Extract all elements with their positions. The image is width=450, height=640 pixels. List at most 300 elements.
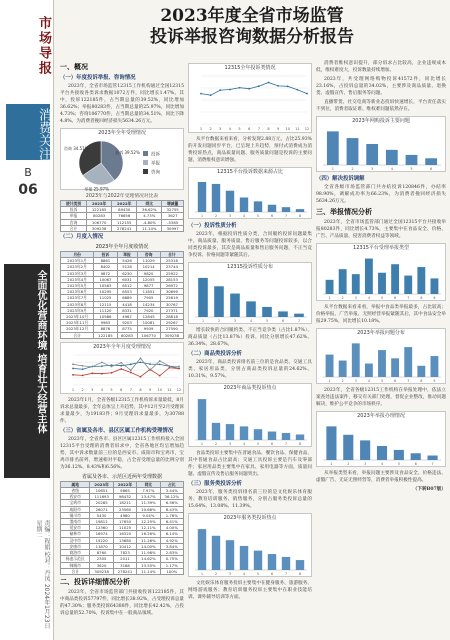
table-cell: 韩城市 [61, 562, 90, 568]
table-cell: 9877 [137, 283, 160, 289]
bar [378, 350, 386, 377]
table-header-cell: 举报 [117, 252, 137, 258]
table-cell: 25619 [160, 295, 183, 301]
paragraph: 2023年1月，全省各级12315工作机构诉求量最低，8月诉求总量最多，全年总体呈上升趋势，其中12月至2月受理诉求量最少，为19183件；9月受理诉求量最多，为30788件。 [60, 397, 184, 424]
table-cell: 8331 [117, 307, 137, 313]
bar [326, 426, 336, 460]
table-cell: 延安市 [61, 525, 90, 531]
bar [347, 138, 359, 165]
table-cell: 10412 [113, 543, 136, 549]
chart-title: 12315平台受理举报类型 [353, 245, 409, 251]
bar [365, 364, 373, 377]
data-point [101, 361, 103, 363]
table-cell: 13.55% [137, 562, 160, 568]
bar [268, 432, 276, 440]
table-cell: 3.44% [160, 488, 183, 494]
table-row [61, 332, 184, 338]
comparison-table [60, 200, 184, 232]
bar-chart-svg [317, 420, 445, 466]
data-point [130, 363, 132, 365]
table-cell: 23560 [113, 506, 136, 512]
x-tick-label: 11 [295, 127, 300, 131]
table-cell: 36.12% [160, 494, 183, 500]
data-point [248, 88, 250, 90]
table-cell: 18974 [90, 531, 113, 537]
bar [296, 435, 304, 440]
bar [417, 267, 425, 294]
table-cell: 1.76% [160, 512, 183, 518]
x-tick-label: 2 [341, 379, 344, 383]
bar [417, 366, 425, 377]
table-cell: 2023年7月 [61, 295, 94, 301]
editor-meta: 责编：程娟 校对：丹凤 2024年1月23日 星期二 [35, 520, 50, 629]
x-tick-label: 1 [200, 572, 204, 576]
bar [296, 209, 304, 212]
table-cell: 12845 [137, 314, 160, 320]
table-cell: 5430 [90, 512, 113, 518]
bar-chart-svg [189, 271, 311, 323]
table-cell: 0.75% [160, 556, 183, 562]
x-tick-label: 2 [81, 387, 84, 392]
table-cell: 7920 [137, 307, 160, 313]
table-row [61, 283, 184, 289]
legend-label: 举报 [151, 161, 160, 167]
paragraph: 从平台数据来看来看，分析发现2.88万元，占比25.93%的开发问题同步平台，已呈现上升趋势，预付式消费成为消费投诉热点，商品质量问题、服务质量问题是投诉的主要问题，消费维权意识增强。 [188, 137, 312, 163]
table-cell: 3.84% [160, 543, 183, 549]
table-cell: 14.62% [137, 556, 160, 562]
table-cell: 4987 [117, 314, 137, 320]
table-cell: 4418 [117, 301, 137, 307]
data-point [210, 94, 212, 96]
table-cell: 13.47% [137, 494, 160, 500]
x-tick-label: 1 [71, 387, 75, 392]
bar [378, 273, 386, 294]
data-point [268, 82, 270, 84]
bar [428, 456, 438, 460]
table-cell: 宝鸡市 [61, 500, 90, 506]
data-point [229, 89, 231, 91]
table-row [61, 307, 184, 313]
data-point [82, 374, 84, 376]
section-code: B [24, 166, 32, 179]
table-cell: 278241 [112, 225, 137, 231]
table-row [61, 543, 184, 549]
table-row [61, 488, 184, 494]
data-point [178, 368, 180, 370]
x-tick-label: 2 [214, 572, 218, 576]
x-tick-label: 6 [270, 442, 274, 446]
table-cell: 2011 [113, 556, 136, 562]
x-tick-label: 1 [200, 442, 204, 446]
bar [386, 150, 398, 165]
data-point [120, 362, 122, 364]
table-row [61, 500, 184, 506]
table-cell: 2023年9月 [61, 307, 94, 313]
table-cell: -5385 [162, 219, 184, 225]
table-cell: 16.26% [137, 531, 160, 537]
table-cell: 309238 [90, 568, 113, 574]
x-tick-label: 6 [270, 572, 274, 576]
x-tick-label: 8 [298, 442, 302, 446]
bar [366, 144, 378, 165]
bar-chart-svg [189, 392, 311, 446]
x-tick-label: 1 [200, 214, 204, 218]
data-point [159, 375, 161, 377]
paragraph: 2023年，全省市场监管部门共接收投诉122185件，其中商品类投诉57797件，同比增长38.92%，占受理投诉总量的47.30%；服务类投诉64388件，同比增长42.42%，占投诉总量的52.70%，投诉集中在一般商品领域。 [60, 589, 185, 616]
x-tick-label: 4 [249, 319, 253, 323]
bar [352, 274, 360, 294]
bar-chart-sources [188, 167, 312, 219]
x-tick-label: 1 [328, 296, 331, 300]
table-cell: 铜川市 [61, 512, 90, 518]
x-tick-label: 3 [371, 167, 374, 171]
x-tick-label: 8 [139, 387, 142, 392]
table-row [61, 295, 184, 301]
x-tick-label: 2 [347, 462, 350, 466]
column-2 [188, 60, 312, 636]
bar [254, 429, 262, 440]
table-header-cell: 2023年 [90, 481, 113, 487]
chart-title: 12315投诉性质分布 [227, 264, 273, 270]
table-cell: 11851 [137, 289, 160, 295]
x-tick-label: 5 [256, 442, 260, 446]
x-tick-label: 1 [201, 319, 205, 323]
paragraph: 文化娱乐体育服务投诉主要集中在健身服务、旅游服务、网络游戏服务；教育培训服务投诉主要集中在职业技能培训、课外辅导培训等方面。 [188, 581, 312, 600]
bar-chart-report-handling [316, 411, 446, 467]
subsection-heading: （二）商品类投诉分析 [188, 351, 242, 357]
paragraph: 2023年，商品类投诉排名前三位的是食品类、交通工具类、家居用品类，分别占商品类投诉总量的24.62%、10.31%、9.57%。 [188, 360, 312, 379]
headline [60, 6, 444, 48]
chart-title: 2023年举报办理情况 [357, 413, 405, 419]
table-header-cell: 2022年 [112, 201, 137, 207]
table-cell: 8402 [94, 264, 117, 270]
table-cell: 106770 [87, 219, 112, 225]
section-heading: 一、概况 [60, 62, 88, 71]
data-point [130, 371, 132, 373]
table-cell: 11120 [94, 307, 117, 313]
data-point [149, 363, 151, 365]
x-tick-label: 1 [328, 379, 331, 383]
table-cell: 19812 [90, 519, 113, 525]
bar-chart-svg [317, 252, 445, 300]
table-cell: 10081 [137, 320, 160, 326]
legend-swatch [143, 169, 148, 174]
table-cell: 咸阳市 [61, 506, 90, 512]
x-tick-label: 11 [167, 387, 172, 392]
paragraph: 2023年，共受理网络购物投诉41572件，同比增长23.16%，占投诉总量的34.02%，主要涉及商品质量、退换货、虚假宣传、售后服务等问题。 [316, 77, 446, 96]
table-cell: 12055 [137, 276, 160, 282]
table-row [61, 320, 184, 326]
bar [377, 446, 387, 460]
data-point [168, 367, 170, 369]
table-cell: 10295 [94, 289, 117, 295]
table-header-cell: 合计 [160, 252, 183, 258]
region-table [60, 481, 184, 575]
x-tick-label: 4 [228, 127, 232, 131]
data-point [159, 363, 161, 365]
table-cell: 11870 [90, 543, 113, 549]
table-cell: 2023年6月 [61, 289, 94, 295]
table-cell: 11.14% [137, 225, 162, 231]
x-tick-label: 9 [433, 296, 436, 300]
table-cell: 商洛市 [61, 550, 90, 556]
chart-title: 2023年全年受理情况 [98, 130, 146, 136]
table-cell: 杨凌示范区 [61, 556, 90, 562]
table-cell: 98432 [113, 494, 136, 500]
table-cell: 4.92% [160, 537, 183, 543]
x-tick-label: 4 [380, 462, 384, 466]
table-row [61, 289, 184, 295]
table-cell: 122185 [94, 332, 117, 338]
legend-label: 投诉 [151, 152, 160, 158]
table-cell: 2023年1月 [61, 258, 94, 264]
bar [278, 311, 288, 317]
x-tick-label: 8 [298, 214, 302, 218]
subsection-heading: （三）服务类投诉分析 [188, 481, 242, 487]
pie-chart-annual [60, 128, 184, 190]
x-tick-label: 1 [199, 127, 203, 131]
legend-label: 咨询 [151, 170, 160, 176]
table-cell: 6031 [117, 276, 137, 282]
table-cell: 2023年4月 [61, 276, 94, 282]
data-point [120, 365, 122, 367]
headline-line1: 2023年度全省市场监管 [160, 6, 344, 26]
table-row [61, 301, 184, 307]
data-point [72, 367, 74, 369]
table-cell: 106770 [137, 332, 160, 338]
table-cell: 29267 [160, 320, 183, 326]
table-cell: 30699 [160, 289, 183, 295]
series-line [73, 362, 179, 369]
table-cell: 9872 [94, 270, 117, 276]
chart-title: 12315全年投诉类情况 [224, 65, 276, 71]
table-cell: 28153 [160, 276, 183, 282]
bar [240, 197, 248, 212]
x-tick-label: 2 [341, 296, 344, 300]
table-header-cell: 属地 [61, 481, 90, 487]
table-cell: 7823 [113, 550, 136, 556]
line-chart-svg [189, 72, 311, 132]
table-header-cell: 占比 [160, 481, 183, 487]
bar [431, 356, 439, 377]
x-tick-label: 3 [364, 462, 367, 466]
x-tick-label: 5 [110, 387, 113, 392]
table-cell: 8.43% [160, 506, 183, 512]
table-cell: 4.73% [137, 213, 162, 219]
legend-swatch [143, 160, 148, 165]
table-cell: 112155 [112, 219, 137, 225]
bar [226, 540, 234, 570]
bar [212, 184, 220, 212]
table-cell: 12360 [90, 525, 113, 531]
table-cell: 8775 [117, 326, 137, 332]
table-cell: 309238 [160, 332, 183, 338]
table-cell: 2023年12月 [61, 326, 94, 332]
bar [254, 201, 262, 212]
bar [226, 424, 234, 440]
bar [425, 158, 437, 165]
table-cell: 14234 [137, 301, 160, 307]
x-tick-label: 10 [157, 387, 162, 392]
subsection-heading: （二）月度入情况 [60, 234, 104, 241]
bar-chart-report-issues [316, 328, 446, 384]
table-cell: 6689 [117, 295, 137, 301]
subsection-heading: （一）年度投诉举报、咨询情况 [60, 75, 136, 81]
x-tick-label: 6 [120, 387, 123, 392]
data-point [130, 369, 132, 371]
table-row [61, 225, 184, 231]
x-tick-label: 2 [214, 214, 218, 218]
series-line [201, 82, 307, 95]
table-header-cell: 投诉 [94, 252, 117, 258]
table-header-cell: 月份 [61, 252, 94, 258]
table-cell: 2023年10月 [61, 314, 94, 320]
bar-chart-svg [189, 176, 311, 218]
x-tick-label: 2 [351, 167, 354, 171]
x-tick-label: 5 [256, 572, 260, 576]
bar [339, 361, 347, 377]
x-tick-label: 3 [354, 296, 357, 300]
data-point [306, 93, 308, 95]
table-cell: 25922 [160, 270, 183, 276]
x-tick-label: 4 [390, 167, 393, 171]
x-tick-label: 8 [420, 296, 423, 300]
x-tick-label: 8 [267, 127, 270, 131]
table-cell: 80283 [117, 332, 137, 338]
table-cell: 合计 [61, 225, 87, 231]
paragraph: 直播带货、社交电商等新业态投诉快速增长，平台责任落实不到位，消费者取证难、维权难问题依然存在。 [316, 100, 446, 112]
table-row [61, 326, 184, 332]
section-heading: 三、举报情况分析 [316, 207, 372, 216]
table-cell: 12115 [94, 301, 117, 307]
table-row [61, 258, 184, 264]
bar [282, 557, 290, 570]
table-cell: 4.00% [160, 525, 183, 531]
table-cell: 9.04% [137, 512, 160, 518]
table-cell: 18211 [113, 500, 136, 506]
x-tick-label: 6 [270, 214, 274, 218]
paragraph: 从平台数据来看来看，举报中食品类举报最多，占比较高；价格举报、广告举报、无照经营举报紧随其后，其中食品安全举报29.75%，同比增长10.18%。 [316, 305, 446, 324]
table-cell: 11.98% [137, 550, 160, 556]
bar [198, 399, 206, 440]
chart-title: 2023年举报问题分布 [357, 330, 405, 336]
x-tick-label: 7 [284, 572, 288, 576]
line-chart-monthly [60, 342, 184, 394]
bar [240, 546, 248, 570]
subsection-heading: （三）省属及各市、县区区属工作机构受理情况 [60, 427, 174, 434]
bar-chart-online [316, 116, 446, 172]
left-sidebar [0, 0, 54, 640]
data-point [149, 369, 151, 371]
table-cell: 9865 [113, 488, 136, 494]
x-tick-label: 7 [431, 462, 434, 466]
table-cell: 12.11% [137, 525, 160, 531]
table-cell: 3627 [162, 213, 184, 219]
bar-chart-svg [189, 522, 311, 576]
x-tick-label: 5 [380, 296, 384, 300]
table-cell: 举报 [61, 213, 87, 219]
bar-chart-svg [317, 337, 445, 383]
table-cell: 26071 [90, 506, 113, 512]
column-1 [60, 60, 184, 636]
paragraph: 2023年，根据投诉性质分类，合同履约投诉问题最集中，商品质量、服务质量、售后服务等问题投诉较多，以合同类投诉最多，其次是商品质量和售后服务问题，不正当竞争投诉、价格问题等紧随其后。 [188, 232, 312, 258]
bar [212, 536, 220, 570]
page-number: 06 [18, 182, 38, 198]
data-point [111, 372, 113, 374]
chart-title: 2023年全年月度受理情况 [93, 343, 151, 350]
data-point [91, 372, 93, 374]
subsection-heading: （四）解决投诉调解 [316, 176, 365, 182]
table-cell: 9939 [137, 326, 160, 332]
table-cell: 6.41% [160, 519, 183, 525]
x-tick-label: 4 [242, 442, 246, 446]
x-tick-label: 3 [91, 387, 94, 392]
data-point [91, 366, 93, 368]
x-tick-label: 9 [433, 379, 436, 383]
data-point [111, 365, 113, 367]
table-header-cell: 增减量 [162, 201, 184, 207]
bar [394, 450, 404, 460]
paragraph: 2023年，服务类投诉排名前三位的是文化娱乐体育服务、教育培训服务、销售服务，分别占服务类投诉总量的15.64%、13.08%、11.39%。 [188, 490, 312, 509]
headline-line2: 投诉举报咨询数据分析报告 [150, 27, 354, 47]
bar [391, 264, 399, 294]
table-cell: 28818 [160, 314, 183, 320]
data-point [82, 368, 84, 370]
x-tick-label: 9 [276, 127, 280, 131]
table-cell: 8861 [94, 258, 117, 264]
table-cell: 西安市 [61, 494, 90, 500]
table-cell: 安康市 [61, 543, 90, 549]
x-tick-label: 7 [284, 214, 288, 218]
x-tick-label: 1 [330, 462, 333, 466]
pie-slice-label: 举报 25.97% [84, 186, 109, 192]
table-cell: 12.25% [137, 519, 160, 525]
table-row [61, 556, 184, 562]
bar [268, 205, 276, 212]
table-cell: 111693 [90, 494, 113, 500]
table-row [61, 314, 184, 320]
paragraph: 2023年，全省市场监管12315工作机构通过全国12315平台共接收各类诉求数据1072万件，同比增长1.47%。其中，投诉122185件，占当期总量的39.52%，同比增加36.62%；举报80283件，占当期总量的25.97%，同比增加4.73%；咨询106770件，占当期总量的34.51%，同比下降4.8%。为消费者挽回经济损失5634.26万元。 [60, 84, 184, 124]
x-tick-label: 4 [367, 296, 370, 300]
table-header-cell: 2022年 [113, 481, 136, 487]
series-line [73, 368, 179, 377]
x-tick-label: 4 [367, 379, 370, 383]
bar [268, 554, 276, 570]
table-cell: 17650 [113, 519, 136, 525]
x-tick-label: 12 [304, 127, 310, 131]
table-cell: 省级 [61, 488, 90, 494]
bar [343, 435, 353, 460]
bar [339, 269, 347, 294]
table-cell: 76656 [112, 213, 137, 219]
table-cell: 11.39% [137, 500, 160, 506]
data-point [277, 85, 279, 87]
table-cell: 80283 [87, 213, 112, 219]
table-cell: 2305 [90, 556, 113, 562]
table-cell: 合计 [61, 332, 94, 338]
x-tick-label: 10 [285, 127, 290, 131]
table-row [61, 270, 184, 276]
table-cell: -4.80% [137, 219, 162, 225]
x-tick-label: 6 [430, 167, 433, 171]
table-cell: 9983 [94, 320, 117, 326]
table-cell: 15220 [90, 537, 113, 543]
table-cell: 1.17% [160, 562, 183, 568]
x-tick-label: 4 [242, 214, 246, 218]
data-point [72, 363, 74, 365]
table-cell: 3620 [90, 562, 113, 568]
table-cell: 30997 [162, 225, 184, 231]
